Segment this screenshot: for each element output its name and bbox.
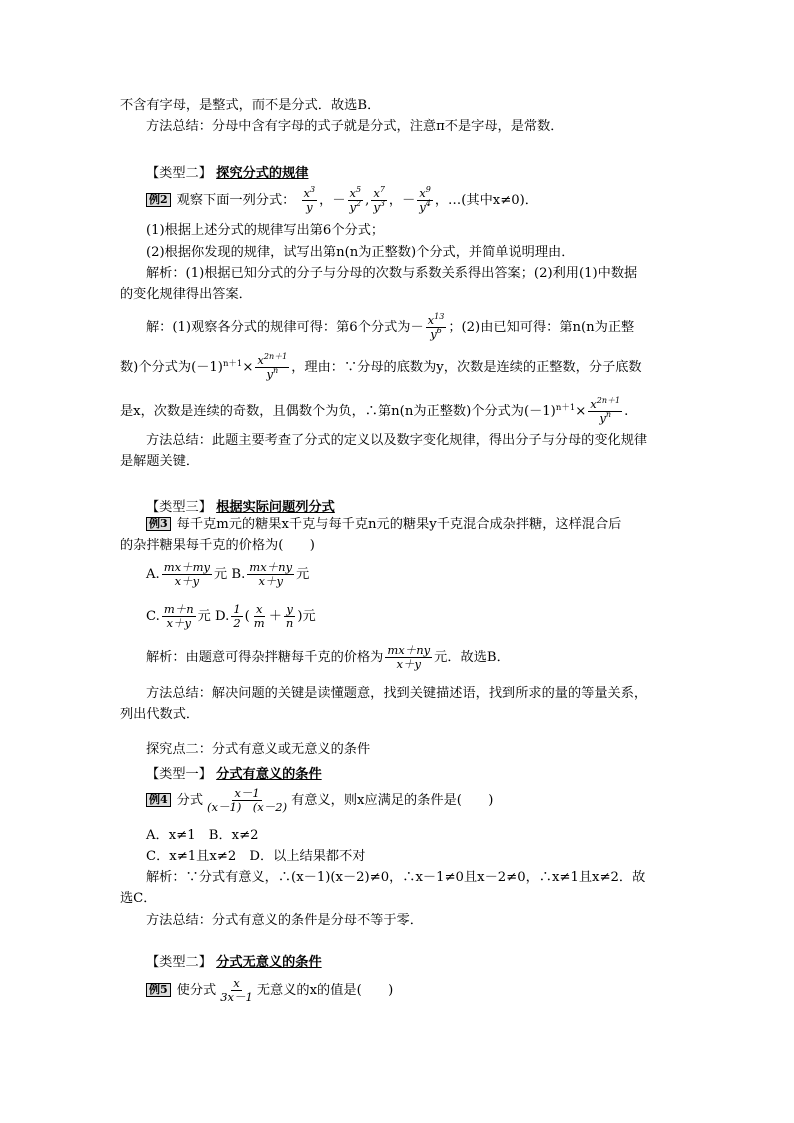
method-summary: 是解题关键． [120, 454, 200, 469]
fraction: $\frac{x}{m}$ [253, 602, 265, 630]
solution: 数)个分式为$(-1)^{n+1}\times$ $\frac{x^{2n+1}}{y^n}$ ，理由：∵分母的底数为y，次数是连续的正整数，分子底数 [120, 352, 642, 381]
fraction: $\frac{x^9}{y^4}$ [419, 185, 431, 214]
options: A．x≠1 B．x≠2 [146, 828, 259, 843]
example-badge: 例2 [146, 193, 171, 207]
analysis: 解析：∵分式有意义，∴(x－1)(x－2)≠0，∴x－1≠0且x－2≠0，∴x≠1且x≠2．故 [146, 870, 646, 885]
method-summary: 列出代数式． [120, 707, 200, 722]
section-heading: 【类型一】 分式有意义的条件 [146, 767, 322, 782]
fraction: $\frac{x}{3x-1}$ [220, 976, 253, 1004]
example-badge: 例3 [146, 517, 171, 531]
example-5: 例5 使分式 $\frac{x}{3x-1}$ 无意义的x的值是( ) [146, 974, 393, 1008]
analysis: 解析：(1)根据已知分式的分子与分母的次数与系数关系得出答案；(2)利用(1)中数据 [146, 266, 638, 281]
method-summary: 方法总结：此题主要考查了分式的定义以及数字变化规律，得出分子与分母的变化规律 [146, 433, 648, 448]
question: (1)根据上述分式的规律写出第6个分式； [146, 223, 385, 238]
section-heading: 【类型二】 探究分式的规律 [146, 166, 309, 181]
example-4: 例4 分式 $\frac{x-1}{(x-1) (x-2)}$ 有意义，则x应满足的条件是( ) [146, 784, 493, 818]
options: C. $\frac{m+n}{x+y}$ 元 D. $\frac{1}{2}$ ( $\frac{x}{m}$ ＋ $\frac{y}{n}$ )元 [146, 602, 316, 630]
fraction: $\frac{x^7}{y^3}$ [373, 185, 385, 214]
method-summary: 方法总结：解决问题的关键是读懂题意，找到关键描述语，找到所求的量的等量关系， [146, 686, 648, 701]
analysis: 选C． [120, 891, 157, 906]
method-summary: 方法总结：分母中含有字母的式子就是分式，注意π不是字母，是常数． [146, 119, 564, 134]
fraction: $\frac{x^{2n+1}}{y^n}$ [590, 396, 621, 425]
text-line: 不含有字母，是整式，而不是分式．故选B． [120, 98, 381, 113]
section-heading: 【类型二】 分式无意义的条件 [146, 955, 322, 970]
fraction: $\frac{mx+ny}{x+y}$ [387, 643, 431, 671]
question: (2)根据你发现的规律，试写出第n(n为正整数)个分式，并简单说明理由． [146, 245, 575, 260]
section-heading: 【类型三】 根据实际问题列分式 [146, 500, 335, 515]
fraction: $\frac{m+n}{x+y}$ [163, 602, 194, 630]
fraction: $\frac{mx+my}{x+y}$ [163, 560, 211, 588]
example-3: 例3 每千克m元的糖果x千克与每千克n元的糖果y千克混合成杂拌糖，这样混合后 [146, 516, 621, 534]
analysis: 的变化规律得出答案． [120, 287, 252, 302]
fraction: $\frac{y}{n}$ [285, 602, 294, 630]
method-summary: 方法总结：分式有意义的条件是分母不等于零． [146, 913, 423, 928]
example-2: 例2 观察下面一列分式： $\frac{x^3}{y}$ ，－ $\frac{x^5}{y^2}$ , $\frac{x^7}{y^3}$ ，－ $\frac{x^9}{y^4}$ ，…(其中x≠0)． [146, 184, 538, 218]
solution: 解：(1)观察各分式的规律可得：第6个分式为－ $\frac{x^{13}}{y^6}$ ；(2)由已知可得：第n(n为正整 [146, 312, 635, 341]
options: A. $\frac{mx+my}{x+y}$ 元 B. $\frac{mx+ny}{x+y}$ 元 [146, 560, 310, 588]
fraction: $\frac{x^5}{y^2}$ [349, 185, 362, 214]
example-badge: 例5 [146, 983, 171, 997]
example-badge: 例4 [146, 793, 171, 807]
options: C．x≠1且x≠2 D．以上结果都不对 [146, 849, 366, 864]
fraction: $\frac{1}{2}$ [233, 602, 241, 630]
fraction: $\frac{x^{13}}{y^6}$ [427, 312, 445, 341]
analysis: 解析：由题意可得杂拌糖每千克的价格为 $\frac{mx+ny}{x+y}$ 元．故选B． [146, 643, 510, 671]
solution: 是x，次数是连续的奇数，且偶数个为负，∴第n(n为正整数)个分式为$(-1)^{n+1}\times$ $\frac{x^{2n+1}}{y^n}$ . [120, 396, 629, 425]
example-3: 的杂拌糖果每千克的价格为( ) [120, 538, 315, 553]
fraction: $\frac{x^3}{y}$ [303, 185, 316, 214]
section-title: 探究点二：分式有意义或无意义的条件 [146, 742, 371, 757]
fraction: $\frac{x-1}{(x-1) (x-2)}$ [207, 786, 288, 814]
fraction: $\frac{mx+ny}{x+y}$ [249, 560, 293, 588]
fraction: $\frac{x^{2n+1}}{y^n}$ [257, 352, 288, 381]
